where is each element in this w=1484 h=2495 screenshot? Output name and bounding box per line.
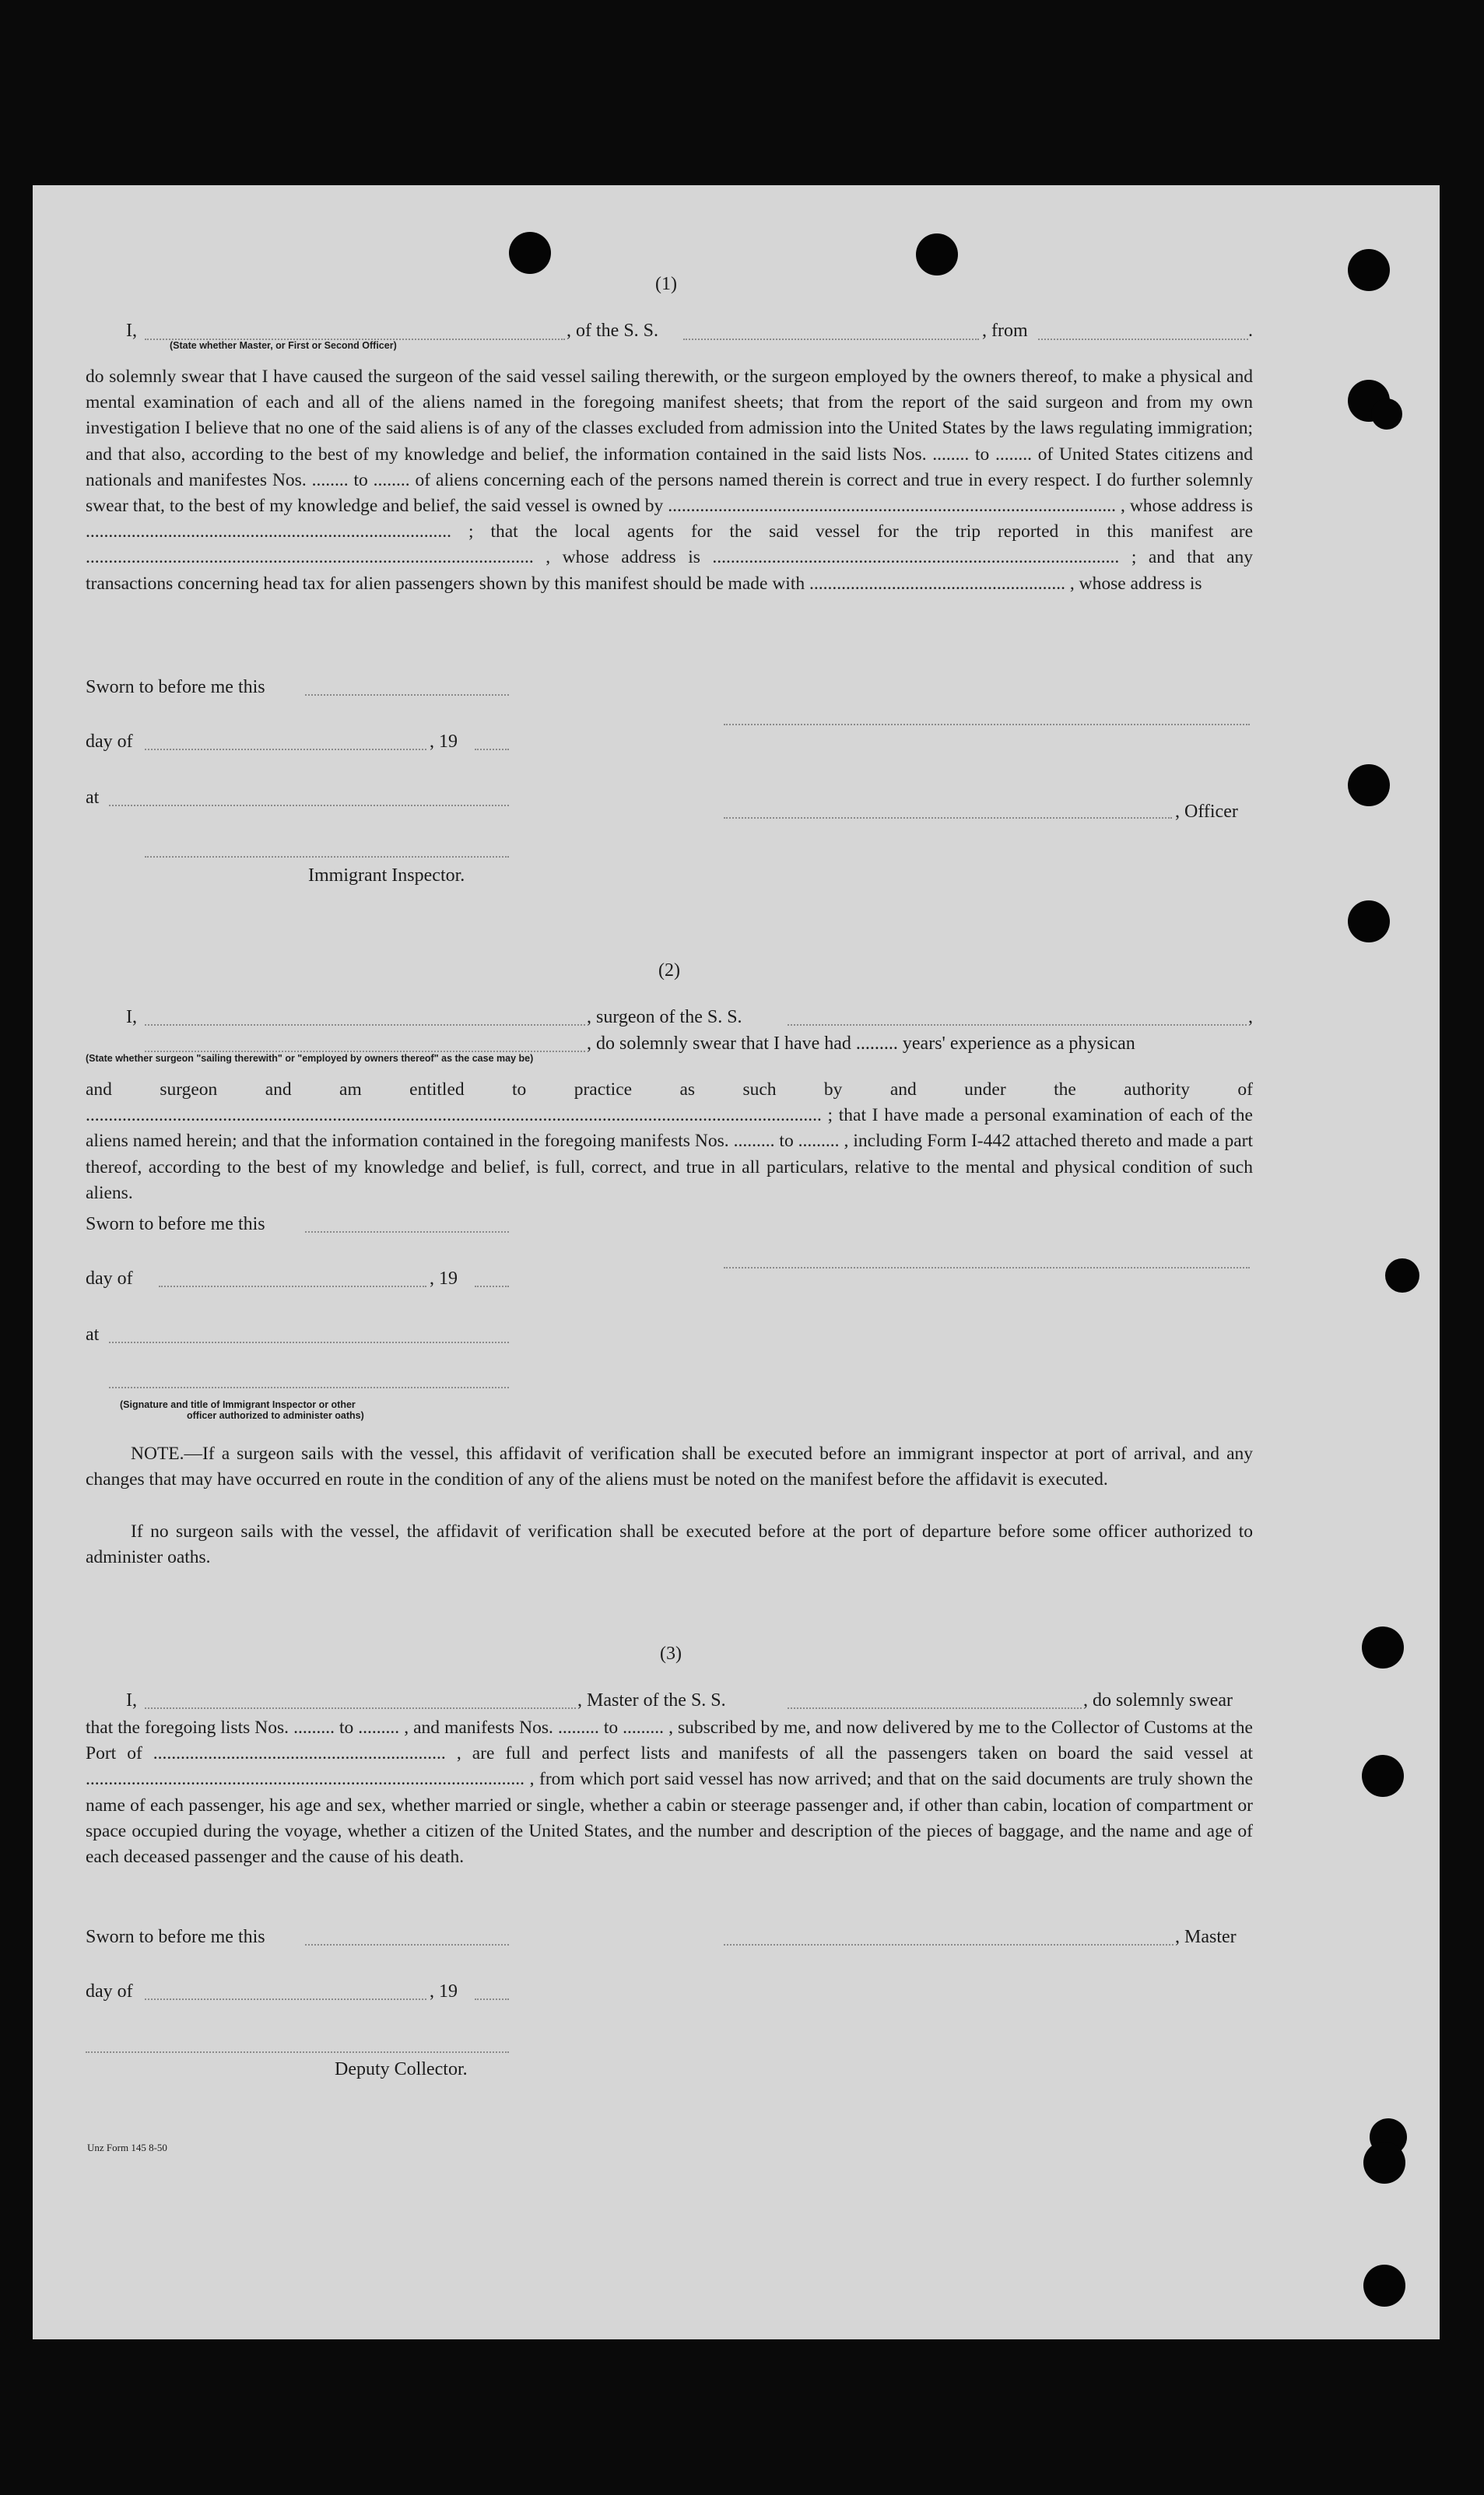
year-label: , 19 [430, 1981, 458, 2002]
sworn-label: Sworn to before me this [86, 677, 265, 697]
signature-line[interactable] [724, 724, 1250, 725]
day-field[interactable] [159, 1286, 426, 1287]
section-number: (1) [655, 274, 677, 294]
punch-hole [1362, 1755, 1404, 1797]
punch-hole [1362, 1626, 1404, 1669]
sworn-date-field[interactable] [305, 1231, 509, 1233]
collector-signature-field[interactable] [86, 2051, 509, 2053]
sworn-date-field[interactable] [305, 694, 509, 696]
line-end: . [1248, 321, 1253, 341]
inspector-label: Immigrant Inspector. [308, 865, 465, 886]
surgeon-type-field[interactable] [145, 1051, 585, 1052]
punch-hole [1348, 249, 1390, 291]
note-paragraph-2: If no surgeon sails with the vessel, the affidavit of verification shall be executed before at the port of departure before some officer authorized to administer oaths. [86, 1521, 1253, 1568]
surgeon-name-field[interactable] [145, 1024, 585, 1026]
punch-hole [1385, 1258, 1419, 1293]
surgeon-ship-field[interactable] [788, 1024, 1247, 1026]
section-number: (2) [658, 960, 680, 981]
oath-prefix: I, [126, 321, 137, 341]
day-label: day of [86, 732, 133, 752]
year-label: , 19 [430, 732, 458, 752]
inspector-signature-field[interactable] [109, 1387, 509, 1388]
punch-hole [1348, 900, 1390, 942]
surgeon-paragraph: and surgeon and am entitled to practice as such by and under the authority of ................................................................................................................................................................. ; that I have made a personal examination of each of the aliens named herein; and that the information contained in the foregoing manifests Nos. ......... to ......... , including Form I-442 attached thereto and made a part thereof, according to the best of my knowledge and belief, is full, correct, and true in all particulars, relative to the mental and physical condition of such aliens. [86, 1079, 1253, 1203]
punch-hole [1363, 2265, 1405, 2307]
from-label: , from [982, 321, 1028, 341]
punch-hole [1371, 398, 1402, 430]
line-end: , [1248, 1007, 1253, 1027]
master-label: , Master [1175, 1927, 1237, 1947]
punch-hole [1348, 764, 1390, 806]
day-field[interactable] [145, 1998, 426, 2000]
ship-name-field[interactable] [683, 339, 979, 340]
day-label: day of [86, 1269, 133, 1289]
sworn-label: Sworn to before me this [86, 1214, 265, 1234]
at-field[interactable] [109, 1342, 509, 1343]
year-field[interactable] [475, 1286, 509, 1287]
master-signature-field[interactable] [724, 1944, 1174, 1946]
inspector-signature-field[interactable] [145, 856, 509, 858]
punch-hole [1363, 2142, 1405, 2184]
field-note: (State whether surgeon "sailing therewith" or "employed by owners thereof" as the case may be) [86, 1053, 534, 1064]
sworn-label: Sworn to before me this [86, 1927, 265, 1947]
master-oath-end: , do solemnly swear [1083, 1690, 1233, 1711]
ship-label: , of the S. S. [567, 321, 659, 341]
day-label: day of [86, 1981, 133, 2002]
at-label: at [86, 788, 100, 808]
sworn-date-field[interactable] [305, 1944, 509, 1946]
master-ship-field[interactable] [788, 1707, 1082, 1709]
year-field[interactable] [475, 1998, 509, 2000]
surgeon-oath-line: , do solemnly swear that I have had ......... years' experience as a physican [587, 1033, 1135, 1054]
officer-signature-field[interactable] [724, 817, 1172, 819]
year-label: , 19 [430, 1269, 458, 1289]
form-number: Unz Form 145 8-50 [87, 2142, 167, 2153]
master-paragraph: that the foregoing lists Nos. ......... to ......... , and manifests Nos. ......... to ......... , subscribed by me, and now delivered by me to the Collector of Customs at the Port of ................................................................ , are full and perfect lists and manifests of all the passengers taken on board the said vessel at ................................................................................................ , from which port said vessel has now arrived; and that on the said documents are truly shown the name of each passenger, his age and sex, whether married or single, whether a cabin or steerage passenger and, if other than cabin, location of compartment or space occupied during the voyage, whether a citizen of the United States, and the number and description of the pieces of baggage, and the name and age of each deceased passenger and the cause of his death. [86, 1718, 1253, 1868]
oath-prefix: I, [126, 1007, 137, 1027]
from-port-field[interactable] [1038, 339, 1248, 340]
collector-label: Deputy Collector. [335, 2059, 468, 2079]
at-field[interactable] [109, 805, 509, 806]
master-ship-label: , Master of the S. S. [577, 1690, 726, 1711]
punch-hole [509, 232, 551, 274]
day-field[interactable] [145, 749, 426, 750]
field-note: (State whether Master, or First or Second Officer) [170, 340, 397, 351]
officer-label: , Officer [1175, 802, 1238, 822]
signature-note: (Signature and title of Immigrant Inspector or other [120, 1399, 356, 1410]
surgeon-ship-label: , surgeon of the S. S. [587, 1007, 742, 1027]
master-name-field[interactable] [145, 1707, 576, 1709]
year-field[interactable] [475, 749, 509, 750]
at-label: at [86, 1325, 100, 1345]
oath-paragraph: do solemnly swear that I have caused the surgeon of the said vessel sailing therewith, or the surgeon employed by the owners thereof, to make a physical and mental examination of each and all of the aliens named in the foregoing manifest sheets; that from the report of the said surgeon and from my own investigation I believe that no one of the said aliens is of any of the classes excluded from admission into the United States by the laws regulating immigration; and that also, according to the best of my knowledge and belief, the information contained in the said lists Nos. ........ to ........ of United States citizens and nationals and manifestes Nos. ........ to ........ of aliens concerning each of the persons named therein is correct and true in every respect. I do further solemnly swear that, to the best of my knowledge and belief, the said vessel is owned by .................................................................................................. , whose address is ................................................................................ ; that the local agents for the said vessel for the trip reported in this manifest are .................................................................................................. , whose address is ......................................................................................... ; and that any transactions concerning head tax for alien passengers shown by this manifest should be made with ........................................................ , whose address is [86, 367, 1253, 594]
signature-note: officer authorized to administer oaths) [187, 1410, 364, 1421]
surgeon-signature-line[interactable] [724, 1267, 1250, 1269]
note-paragraph: NOTE.—If a surgeon sails with the vessel, this affidavit of verification shall be executed before an immigrant inspector at port of arrival, and any changes that may have occurred en route in the condition of any of the aliens must be noted on the manifest before the affidavit is executed. [86, 1444, 1253, 1490]
oath-prefix: I, [126, 1690, 137, 1711]
section-number: (3) [660, 1644, 682, 1664]
punch-hole [916, 233, 958, 275]
